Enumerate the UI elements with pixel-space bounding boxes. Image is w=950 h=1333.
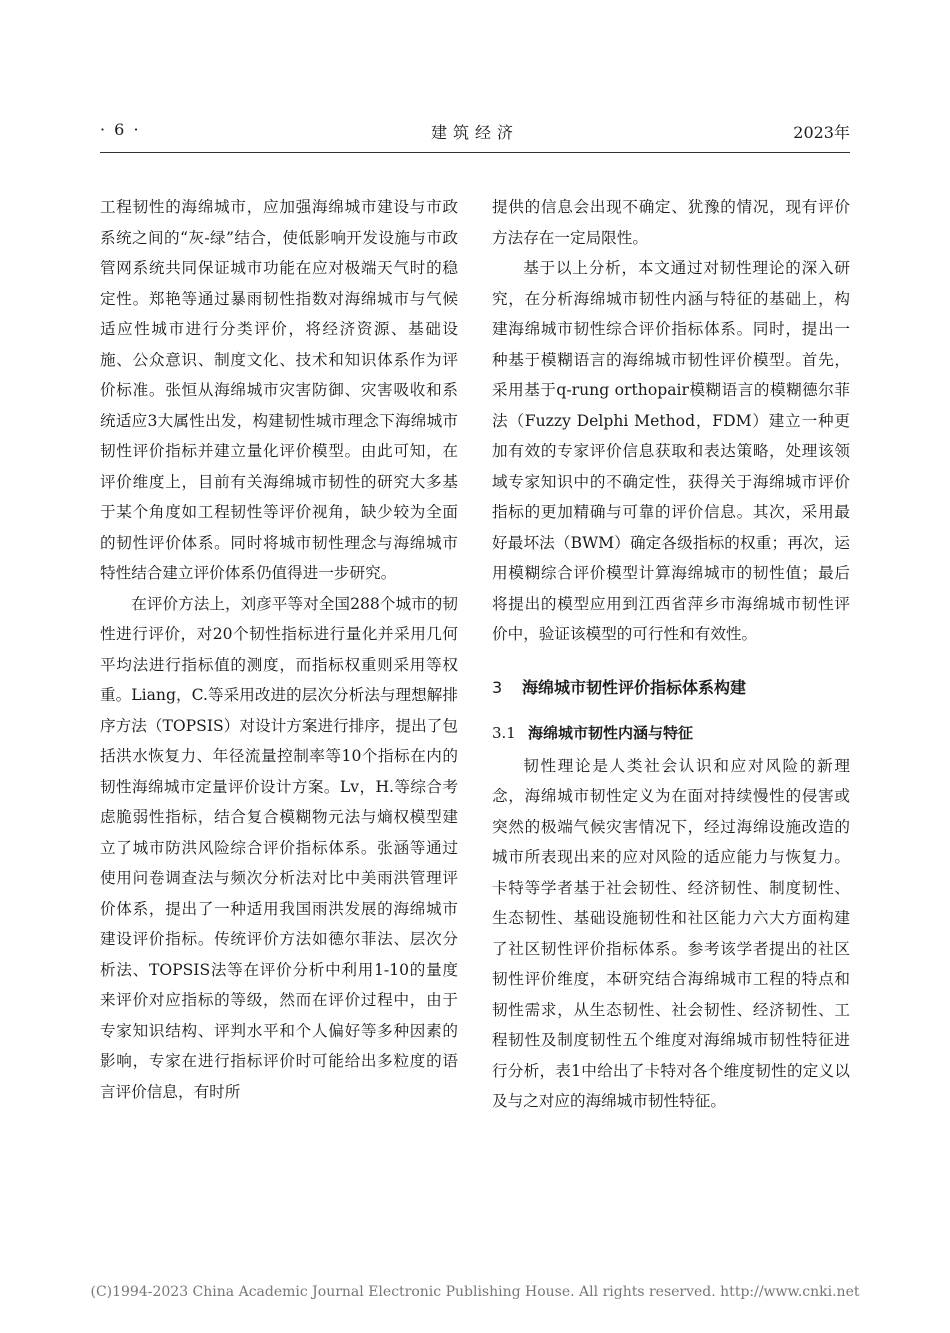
copyright-footer: (C)1994-2023 China Academic Journal Electronic Publishing House. All rights reserved. http://www.cnki.net <box>90 1284 860 1300</box>
subsection-heading <box>492 720 850 746</box>
page-number: · 6 · <box>100 120 141 139</box>
left-column <box>100 192 458 1107</box>
journal-title: 建筑经济 <box>430 123 519 142</box>
subsection-number: 3.1 <box>492 723 516 742</box>
paragraph: 提供的信息会出现不确定、犹豫的情况，现有评价方法存在一定局限性。 <box>492 198 850 247</box>
paragraph: 工程韧性的海绵城市，应加强海绵城市建设与市政系统之间的“灰-绿”结合，使低影响开发设施与市政管网系统共同保证城市功能在应对极端天气时的稳定性。郑艳等通过暴雨韧性指数对海绵城市与气候适应性城市进行分类评价，将经济资源、基础设施、公众意识、制度文化、技术和知识体系作为评价标准。张恒从海绵城市灾害防御、灾害吸收和系统适应3大属性出发，构建韧性城市理念下海绵城市韧性评价指标并建立量化评价模型。由此可知，在评价维度上，目前有关海绵城市韧性的研究大多基于某个角度如工程韧性等评价视角，缺少较为全面的韧性评价体系。同时将城市韧性理念与海绵城市特性结合建立评价体系仍值得进一步研究。 <box>100 198 458 582</box>
paragraph: 在评价方法上，刘彦平等对全国288个城市的韧性进行评价，对20个韧性指标进行量化并采用几何平均法进行指标值的测度，而指标权重则采用等权重。Liang，C.等采用改进的层次分析法与理想解排序方法（TOPSIS）对设计方案进行排序，提出了包括洪水恢复力、年径流量控制率等10个指标在内的韧性海绵城市定量评价设计方案。Lv，H.等综合考虑脆弱性指标，结合复合模糊物元法与熵权模型建立了城市防洪风险综合评价指标体系。张涵等通过使用问卷调查法与频次分析法对比中美雨洪管理评价体系，提出了一种适用我国雨洪发展的海绵城市建设评价指标。传统评价方法如德尔菲法、层次分析法、TOPSIS法等在评价分析中利用1-10的量度来评价对应指标的等级，然而在评价过程中，由于专家知识结构、评判水平和个人偏好等多种因素的影响，专家在进行指标评价时可能给出多粒度的语言评价信息，有时所 <box>100 594 458 1101</box>
subsection-title: 海绵城市韧性内涵与特征 <box>528 723 694 742</box>
section-heading <box>492 677 850 699</box>
publication-year: 2023年 <box>793 123 850 142</box>
paragraph: 韧性理论是人类社会认识和应对风险的新理念，海绵城市韧性定义为在面对持续慢性的侵害或突然的极端气候灾害情况下，经过海绵设施改造的城市所表现出来的应对风险的适应能力与恢复力。卡特等学者基于社会韧性、经济韧性、制度韧性、生态韧性、基础设施韧性和社区能力六大方面构建了社区韧性评价指标体系。参考该学者提出的社区韧性评价维度，本研究结合海绵城市工程的特点和韧性需求，从生态韧性、社会韧性、经济韧性、工程韧性及制度韧性五个维度对海绵城市韧性特征进行分析，表1中给出了卡特对各个维度韧性的定义以及与之对应的海绵城市韧性特征。 <box>492 756 850 1110</box>
header-divider <box>100 152 850 153</box>
right-column <box>492 192 850 1117</box>
page-header <box>100 120 850 150</box>
paragraph: 基于以上分析，本文通过对韧性理论的深入研究，在分析海绵城市韧性内涵与特征的基础上，构建海绵城市韧性综合评价指标体系。同时，提出一种基于模糊语言的海绵城市韧性评价模型。首先，采用基于q-rung orthopair模糊语言的模糊德尔菲法（Fuzzy Delphi Method，FDM）建立一种更加有效的专家评价信息获取和表达策略，处理该领域专家知识中的不确定性，获得关于海绵城市评价指标的更加精确与可靠的评价信息。其次，采用最好最坏法（BWM）确定各级指标的权重；再次，运用模糊综合评价模型计算海绵城市的韧性值；最后将提出的模型应用到江西省萍乡市海绵城市韧性评价中，验证该模型的可行性和有效性。 <box>492 259 850 643</box>
section-number: 3 <box>492 677 503 697</box>
section-title: 海绵城市韧性评价指标体系构建 <box>522 677 747 697</box>
